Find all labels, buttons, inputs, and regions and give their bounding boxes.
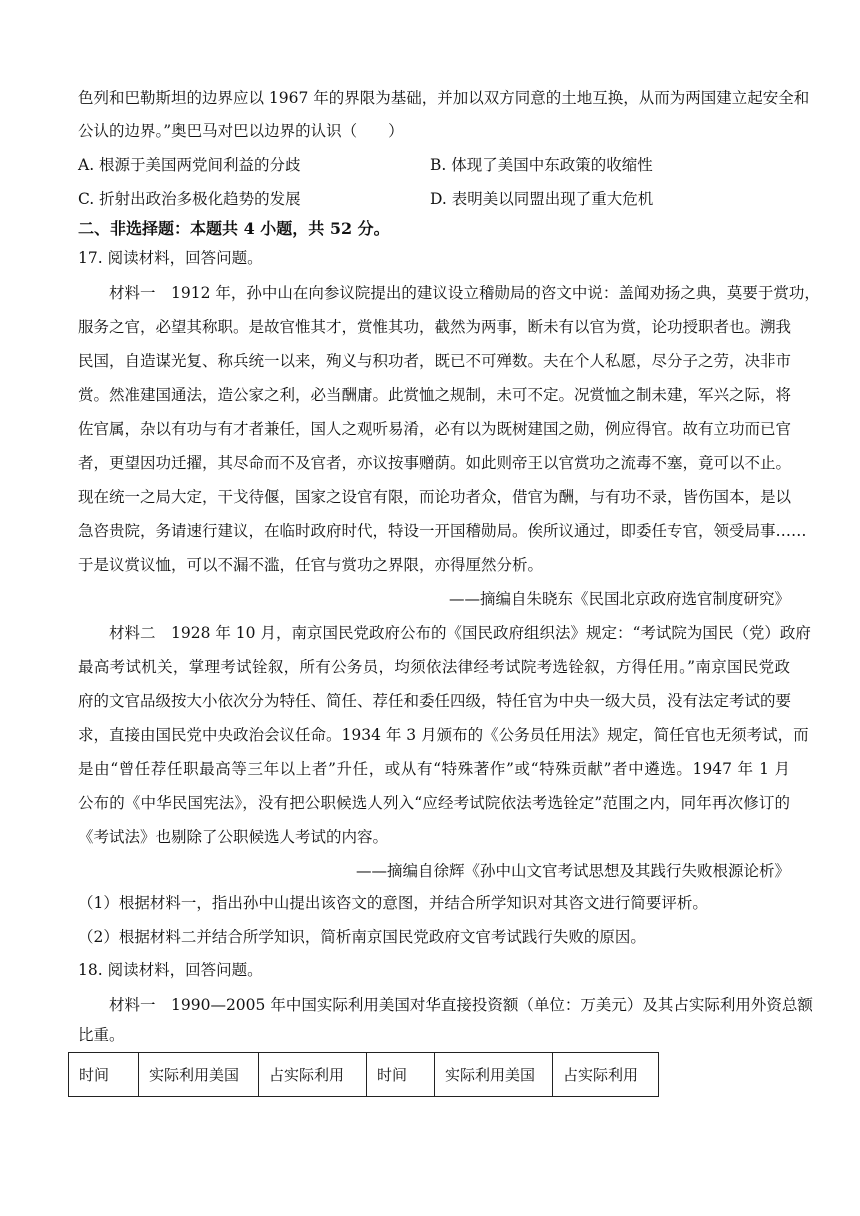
- q17-m2-line: 是由“曾任荐任职最高等三年以上者”升任，或从有“特殊著作”或“特殊贡献”者中遴选。1947 年 1 月: [78, 760, 790, 778]
- q16-option-a: A. 根源于美国两党间利益的分歧: [78, 156, 301, 174]
- q17-m2-line: 府的文官品级按大小依次分为特任、简任、荐任和委任四级，特任官为中央一级大员，没有法定考试的要: [78, 692, 792, 710]
- q16-option-d: D. 表明美以同盟出现了重大危机: [430, 190, 654, 208]
- table-header-cell: 实际利用美国: [139, 1053, 259, 1097]
- q17-m2-line: 求，直接由国民党中央政治会议任命。1934 年 3 月颁布的《公务员任用法》规定，简任官也无须考试，而: [78, 726, 809, 744]
- q17-m2-line: 最高考试机关，掌理考试铨叙，所有公务员，均须依法律经考试院考选铨叙，方得任用。”南京国民党政: [78, 658, 790, 676]
- q18-material-1-line-2: 比重。: [78, 1026, 125, 1044]
- q18-material-1-line-1: 材料一 1990—2005 年中国实际利用美国对华直接投资额（单位：万美元）及其占实际利用外资总额: [109, 996, 813, 1014]
- q18-intro: 18. 阅读材料，回答问题。: [78, 961, 263, 979]
- q17-m2-line: 公布的《中华民国宪法》，没有把公职候选人列入“应经考试院依法考选铨定”范围之内，同年再次修订的: [78, 794, 790, 812]
- q17-m2-line: 《考试法》也剔除了公职候选人考试的内容。: [78, 828, 389, 846]
- q17-m1-line: 民国，自造谋光复、称兵统一以来，殉义与积功者，既已不可殚数。夫在个人私愿，尽分子之劳，决非市: [78, 352, 792, 370]
- table-header-cell: 占实际利用: [259, 1053, 367, 1097]
- table-header-cell: 实际利用美国: [435, 1053, 553, 1097]
- q17-source-1: ——摘编自朱晓东《民国北京政府选官制度研究》: [448, 590, 790, 608]
- q17-m1-line: 赏。然准建国通法，造公家之利，必当酬庸。此赏恤之规制，未可不定。况赏恤之制未建，军兴之际，将: [78, 386, 792, 404]
- q16-stem-line-1: 色列和巴勒斯坦的边界应以 1967 年的界限为基础，并加以双方同意的土地互换，从而为两国建立起安全和: [78, 89, 810, 107]
- q17-m1-line: 材料一 1912 年，孙中山在向参议院提出的建议设立稽勋局的咨文中说：盖闻劝扬之典，莫要于赏功，: [109, 284, 820, 302]
- q17-m1-line: 服务之官，必望其称职。是故官惟其才，赏惟其功，截然为两事，断未有以官为赏，论功授职者也。溯我: [78, 318, 792, 336]
- table-header-cell: 时间: [367, 1053, 435, 1097]
- q17-m1-line: 者，更望因功迁擢，其尽命而不及官者，亦议按事赠荫。如此则帝王以官赏功之流毒不塞，竟可以不止。: [78, 454, 792, 472]
- q17-m2-line: 材料二 1928 年 10 月，南京国民党政府公布的《国民政府组织法》规定：“考试院为国民（党）政府: [109, 624, 811, 642]
- q16-option-b: B. 体现了美国中东政策的收缩性: [430, 156, 653, 174]
- q17-m1-line: 急咨贵院，务请速行建议，在临时政府时代，特设一开国稽勋局。俟所议通过，即委任专官，领受局事……: [78, 522, 807, 540]
- table-header-cell: 占实际利用: [553, 1053, 659, 1097]
- table-header-cell: 时间: [69, 1053, 139, 1097]
- q17-m1-line: 现在统一之局大定，干戈待偃，国家之设官有限，而论功者众，借官为酬，与有功不录，皆伤国本，是以: [78, 488, 792, 506]
- q17-m1-line: 于是议赏议恤，可以不漏不滥，任官与赏功之界限，亦得厘然分析。: [78, 556, 544, 574]
- table-header-row: [69, 1053, 659, 1097]
- q17-subquestion-1: （1）根据材料一，指出孙中山提出该咨文的意图，并结合所学知识对其咨文进行简要评析。: [78, 894, 708, 912]
- q17-intro: 17. 阅读材料，回答问题。: [78, 249, 263, 267]
- q16-stem-line-2: 公认的边界。”奥巴马对巴以边界的认识（ ）: [78, 122, 404, 140]
- q17-source-2: ——摘编自徐辉《孙中山文官考试思想及其践行失败根源论析》: [355, 862, 790, 880]
- section-2-heading: 二、非选择题：本题共 4 小题，共 52 分。: [78, 219, 390, 238]
- q17-m1-line: 佐官属，杂以有功与有才者兼任，国人之观听易淆，必有以为既树建国之勋，例应得官。故有立功而已官: [78, 420, 792, 438]
- q16-option-c: C. 折射出政治多极化趋势的发展: [78, 190, 301, 208]
- q18-data-table: [68, 1052, 659, 1097]
- q17-subquestion-2: （2）根据材料二并结合所学知识，简析南京国民党政府文官考试践行失败的原因。: [78, 928, 646, 946]
